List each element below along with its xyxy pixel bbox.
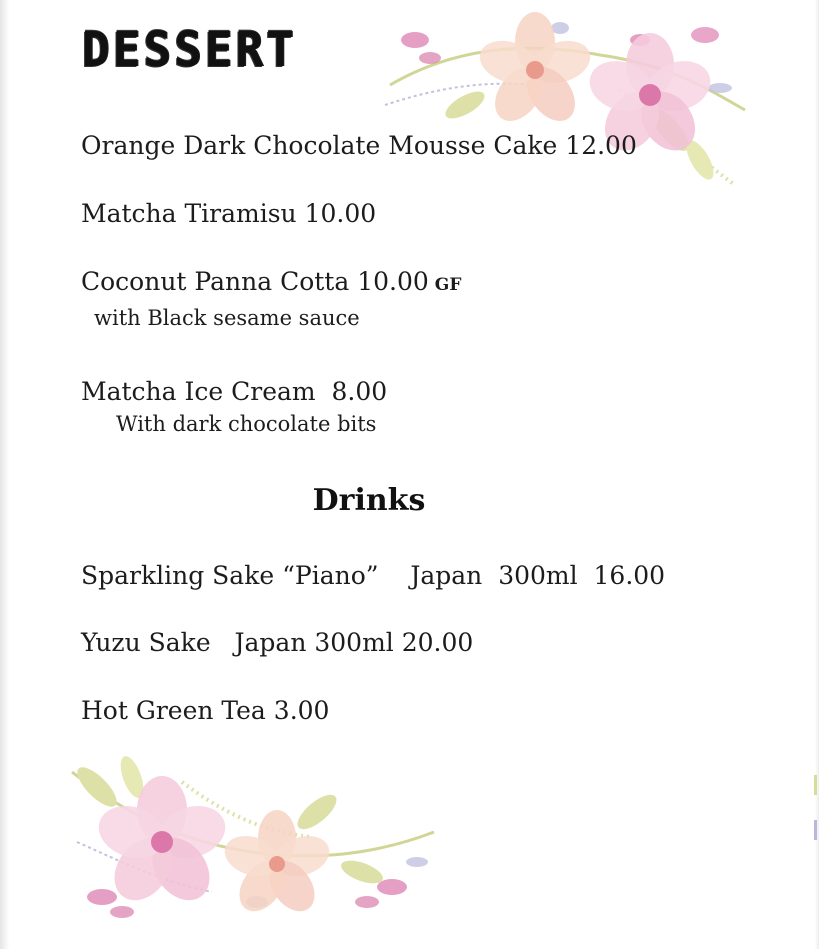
drink-price: 3.00 bbox=[273, 696, 330, 725]
dessert-note: With dark chocolate bits bbox=[116, 412, 377, 436]
dessert-name: Orange Dark Chocolate Mousse Cake bbox=[81, 131, 558, 160]
dessert-item bbox=[81, 131, 637, 160]
dessert-price: 12.00 bbox=[565, 131, 637, 160]
dessert-item bbox=[81, 377, 387, 406]
menu-title: DESSERT bbox=[82, 20, 297, 78]
drink-item bbox=[81, 561, 665, 590]
dessert-price: 10.00 bbox=[304, 199, 377, 228]
drink-origin: Japan bbox=[410, 561, 483, 590]
dessert-note: with Black sesame sauce bbox=[94, 306, 360, 330]
top-floral-decoration bbox=[370, 10, 760, 195]
drink-origin: Japan bbox=[234, 628, 307, 657]
dessert-name: Matcha Tiramisu bbox=[81, 199, 297, 228]
right-edge-sprig bbox=[814, 775, 817, 845]
drink-name: Hot Green Tea bbox=[81, 696, 266, 725]
dessert-price: 10.00 bbox=[357, 267, 429, 296]
drink-name: Yuzu Sake bbox=[81, 628, 211, 657]
drinks-heading: Drinks bbox=[312, 483, 426, 518]
drink-price: 16.00 bbox=[593, 561, 666, 590]
drink-volume: 300ml bbox=[314, 628, 394, 657]
gluten-free-tag: GF bbox=[434, 275, 462, 295]
dessert-price: 8.00 bbox=[331, 377, 388, 406]
dessert-name: Coconut Panna Cotta bbox=[81, 267, 350, 296]
dessert-name: Matcha Ice Cream bbox=[81, 377, 316, 406]
drink-item bbox=[81, 696, 329, 725]
bottom-floral-decoration bbox=[62, 752, 442, 932]
dessert-item bbox=[81, 267, 461, 296]
page-left-edge bbox=[0, 0, 10, 949]
dessert-item bbox=[81, 199, 376, 228]
drink-price: 20.00 bbox=[401, 628, 474, 657]
drink-volume: 300ml bbox=[498, 561, 578, 590]
drink-name: Sparkling Sake “Piano” bbox=[81, 561, 379, 590]
drink-item bbox=[81, 628, 473, 657]
